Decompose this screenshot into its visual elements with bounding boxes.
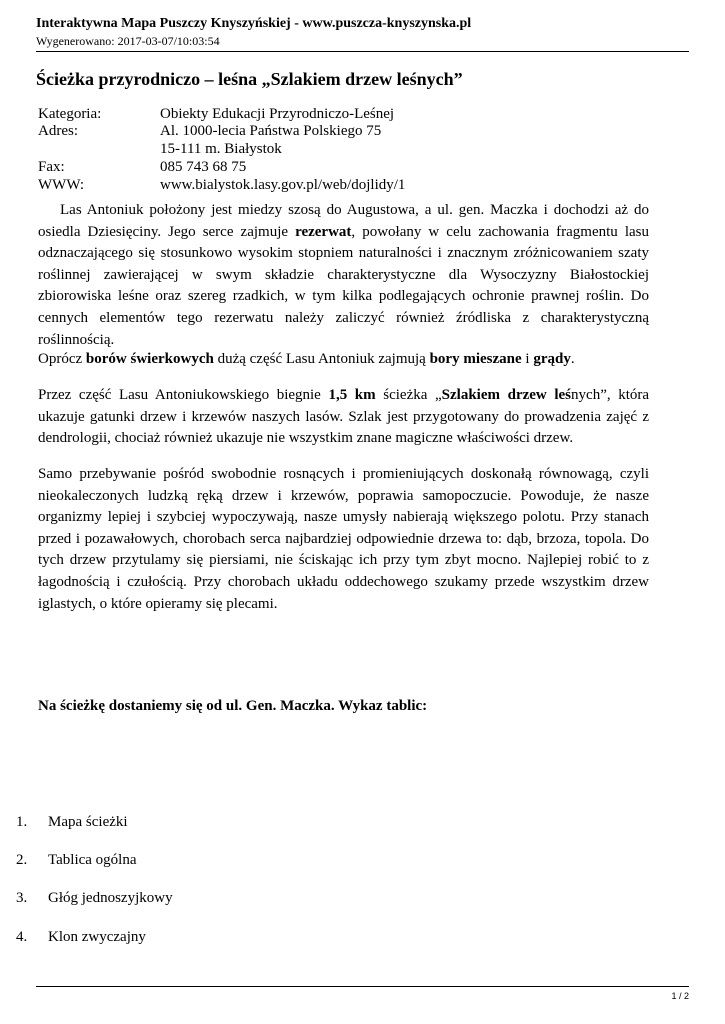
category-label: Kategoria:	[38, 106, 102, 122]
board-list-item: Tablica ogólna	[48, 852, 137, 868]
paragraph-forests-bold-mixed: bory mieszane	[429, 351, 522, 367]
paragraph-reserve-text-c: , powołany w celu zachowania fragmentu lasu odznaczającego się stosunkowo wysokim stopniem naturalności i znacznym zróżnicowaniem szaty roślinnej zawierającej w swym składzie charakterystyczne dla Wysoczyzny Białostockiej zbiorowiska leśne oraz szereg rzadkich, w tym kilka podlegających ochronie prawnej roślin. Do cennych elementów tego rezerwatu należy zaliczyć również źródliska z charakterystyczną roślinnością.	[38, 223, 649, 348]
access-heading: Na ścieżkę dostaniemy się od ul. Gen. Maczka. Wykaz tablic:	[38, 698, 428, 714]
address-line-1: Al. 1000-lecia Państwa Polskiego 75	[160, 123, 382, 139]
paragraph-forests-text-g: .	[570, 351, 575, 367]
www-link[interactable]: www.bialystok.lasy.gov.pl/web/dojlidy/1	[160, 177, 406, 193]
paragraph-trail-text-a: Przez część Lasu Antoniukowskiego biegnie	[38, 387, 329, 403]
footer-divider	[36, 986, 689, 987]
header-divider	[36, 51, 689, 52]
paragraph-forests-bold-spruce: borów świerkowych	[85, 351, 214, 367]
paragraph-forests-text-e: i	[521, 351, 534, 367]
paragraph-trail-text-e: nych”, która ukazuje gatunki drzew i krzewów naszych lasów. Szlak jest przygotowany do prowadzenia zajęć z dendrologii, chociaż również ukazuje nie wszystkim znane magiczne właściwości drzew.	[38, 387, 650, 447]
address-line-2: 15-111 m. Białystok	[160, 141, 282, 157]
paragraph-wellbeing: Samo przebywanie pośród swobodnie rosnących i promieniujących doskonałą równowagą, czyli nieokaleczonych ludzką ręką drzew i krzewów, poprawia samopoczucie. Powoduje, że nasze organizmy lepiej i szybciej wypoczywają, nasze umysły nabierają większego polotu. Przy stanach przed i pozawałowych, chorobach serca najbardziej odpowiednie drzewa to: dąb, brzoza, topola. Do tych drzew przytulamy się piersiami, nie ściskając ich przy tym zbyt mocno. Najlepiej robić to z łagodnością i czułością. Przy chorobach układu oddechowego szukamy przede wszystkim drzew iglastych, o które opieramy się plecami.	[38, 466, 649, 612]
board-list-item: Klon zwyczajny	[48, 929, 146, 945]
address-label: Adres:	[38, 123, 78, 139]
board-list-number: 3.	[16, 890, 28, 906]
fax-value: 085 743 68 75	[160, 159, 247, 175]
board-list-number: 1.	[16, 814, 28, 830]
page-title: Ścieżka przyrodniczo – leśna „Szlakiem drzew leśnych”	[36, 69, 463, 89]
paragraph-reserve	[38, 200, 649, 351]
paragraph-reserve-bold-reserve: rezerwat	[295, 223, 352, 240]
page-number: 1 / 2	[671, 991, 689, 1001]
paragraph-trail-text-c: ścieżka „	[375, 387, 442, 403]
paragraph-trail-bold-distance: 1,5 km	[328, 387, 376, 403]
site-header-title: Interaktywna Mapa Puszczy Knyszyńskiej - www.puszcza-knyszynska.pl	[36, 16, 472, 31]
board-list-item: Głóg jednoszyjkowy	[48, 890, 173, 906]
generated-timestamp: Wygenerowano: 2017-03-07/10:03:54	[36, 34, 220, 48]
paragraph-reserve-text-a: Las Antoniuk położony jest miedzy szosą do Augustowa, a ul. gen. Maczka i dochodzi aż do osiedla Dziesięciny. Jego serce zajmuje	[38, 202, 649, 240]
paragraph-trail	[38, 385, 649, 450]
paragraph-forests-text-a: Oprócz	[38, 351, 86, 367]
paragraph-forests-bold-grady: grądy	[533, 351, 571, 367]
paragraph-forests-text-c: dużą część Lasu Antoniuk zajmują	[213, 351, 430, 367]
paragraph-forests	[38, 349, 649, 371]
paragraph-trail-bold-name: Szlakiem drzew leś	[441, 387, 572, 403]
board-list-number: 2.	[16, 852, 28, 868]
www-label: WWW:	[38, 177, 85, 193]
board-list-number: 4.	[16, 929, 28, 945]
board-list-item: Mapa ścieżki	[48, 814, 128, 830]
fax-label: Fax:	[38, 159, 65, 175]
category-value: Obiekty Edukacji Przyrodniczo-Leśnej	[160, 106, 395, 122]
